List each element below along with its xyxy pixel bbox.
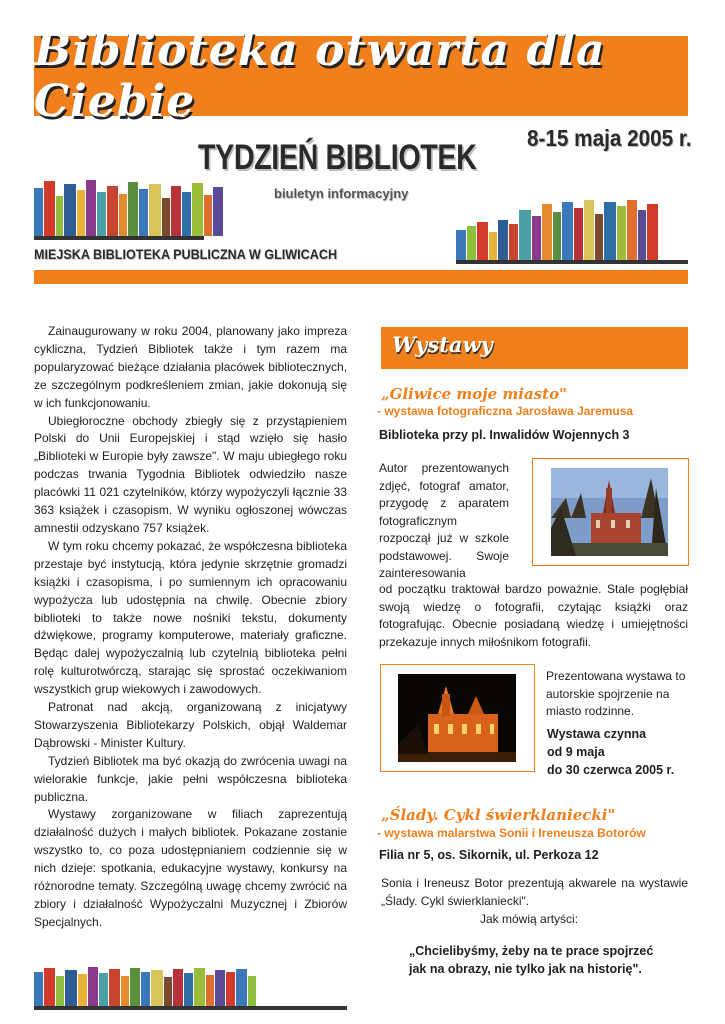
slogan: Biblioteka otwarta dla Ciebie (34, 25, 606, 127)
exhibition-subtitle: - wystawa fotograficzna Jarosława Jaremusa (377, 404, 634, 418)
exhibition-title: „Gliwice moje miasto" (381, 385, 567, 403)
exhibition-date-from: od 9 maja (547, 745, 605, 759)
article-paragraph: Wystawy zorganizowane w filiach zaprezentują działalność dużych i małych bibliotek. Pokazane zostanie wszystko to, co poza udostępnianiem codziennie się w nich dzieje: spotkania, edukacyjne wystawy, konkursy na różnorodne tematy. Szczególną uwagę chcemy zwrócić na zbiory i działalność Wypożyczalni Muzycznej i Zbiorów Specjalnych. (34, 807, 347, 929)
header-divider (34, 270, 688, 284)
bookshelf-bottom (34, 1006, 347, 1010)
books-illustration-left (34, 178, 224, 236)
event-dates: 8-15 maja 2005 r. (527, 125, 692, 151)
exhibition-title: „Ślady. Cykl świerklaniecki" (381, 806, 616, 824)
article-column (34, 323, 347, 932)
exhibition-description-cont: od początku traktował bardzo poważnie. Stale pogłębiał swoją wiedzę o fotografii, czytając książki oraz fotografując. Obecnie posiadaną wiedzę i umiejętności przekazuje innych miłośnikom fotografii. (379, 582, 688, 649)
article-paragraph: Zainaugurowany w roku 2004, planowany jako impreza cykliczna, Tydzień Bibliotek także i tym razem ma popularyzować bieżące działania placówek bibliotecznych, ze szczególnym podkreśleniem zmian, jakie dokonują się w ich funkcjonowaniu. (34, 324, 347, 410)
exhibition-subtitle: - wystawa malarstwa Sonii i Ireneusza Botorów (377, 826, 646, 840)
article-paragraph: W tym roku chcemy pokazać, że współczesna biblioteka przestaje być instytucją, która jedynie skrzętnie gromadzi książki i czasopisma, i po sumiennym ich opracowaniu wypożycza lub udostępnia na chwilę. Obecnie zbiory biblioteki to także nowe nośniki tekstu, dokumenty dźwiękowe, programy komputerowe, materiały graficzne. Będąc dalej wypożyczalnią lub czytelnią biblioteka pełni rolę kulturotwórczą, starając się sprostać oczekiwaniom wszystkich grup wiekowych i zawodowych. (34, 538, 347, 697)
exhibition-date-to: do 30 czerwca 2005 r. (547, 763, 675, 777)
newsletter-title: TYDZIEŃ BIBLIOTEK (198, 138, 477, 177)
exhibition-description: Autor prezentowanych zdjęć, fotograf amator, przygodę z aparatem fotograficznym rozpoczął już w szkole podstawowej. Swoje zainteresowania (379, 461, 509, 580)
church-photo (551, 468, 668, 556)
books-illustration-bottom (34, 966, 257, 1006)
article-paragraph: Tydzień Bibliotek ma być okazją do zwrócenia uwagi na wielorakie funkcje, jakie pełni współczesna biblioteka publiczna. (34, 753, 347, 804)
bookshelf-right (456, 260, 688, 264)
artists-quote-line1: „Chcielibyśmy, żeby na te prace spojrzeć (409, 944, 654, 958)
photo-frame-church (532, 458, 689, 566)
night-building-photo (398, 674, 516, 762)
exhibition-description: Sonia i Ireneusz Botor prezentują akwarele na wystawie „Ślady. Cykl świerklaniecki". (381, 876, 688, 908)
newsletter-subtitle: biuletyn informacyjny (274, 186, 409, 201)
exhibition-venue: Biblioteka przy pl. Inwalidów Wojennych 3 (379, 428, 630, 442)
books-illustration-right (456, 200, 659, 260)
exhibition-venue: Filia nr 5, os. Sikornik, ul. Perkoza 12 (379, 848, 599, 862)
exhibition-dates-label: Wystawa czynna (547, 727, 647, 741)
artists-quote-line2: jak na obrazy, nie tylko jak na historię". (409, 962, 642, 976)
bookshelf-left (34, 236, 204, 240)
article-paragraph: Patronat nad akcją, organizowaną z inicjatywy Stowarzyszenia Bibliotekarzy Polskich, objął Waldemar Dąbrowski - Minister Kultury. (34, 700, 347, 750)
photo-frame-night (380, 664, 535, 772)
library-name: MIEJSKA BIBLIOTEKA PUBLICZNA W GLIWICACH (34, 246, 338, 262)
exhibition-note: Prezentowana wystawa to autorskie spojrzenie na miasto rodzinne. (546, 669, 686, 718)
article-paragraph: Ubiegłoroczne obchody zbiegły się z przystąpieniem Polski do Unii Europejskiej i stąd wzięło się hasło „Biblioteki w Europie były zawsze". W maju ubiegłego roku podczas trwania Tygodnia Bibliotek odwiedziło nasze placówki 11 021 czytelników, którzy wypożyczyli łącznie 33 363 książek i czasopism. W wyniku ogłoszonej wówczas amnestii odzyskano 757 książek. (34, 413, 347, 535)
exhibitions-heading: Wystawy (392, 332, 493, 357)
artists-intro: Jak mówią artyści: (480, 912, 579, 926)
